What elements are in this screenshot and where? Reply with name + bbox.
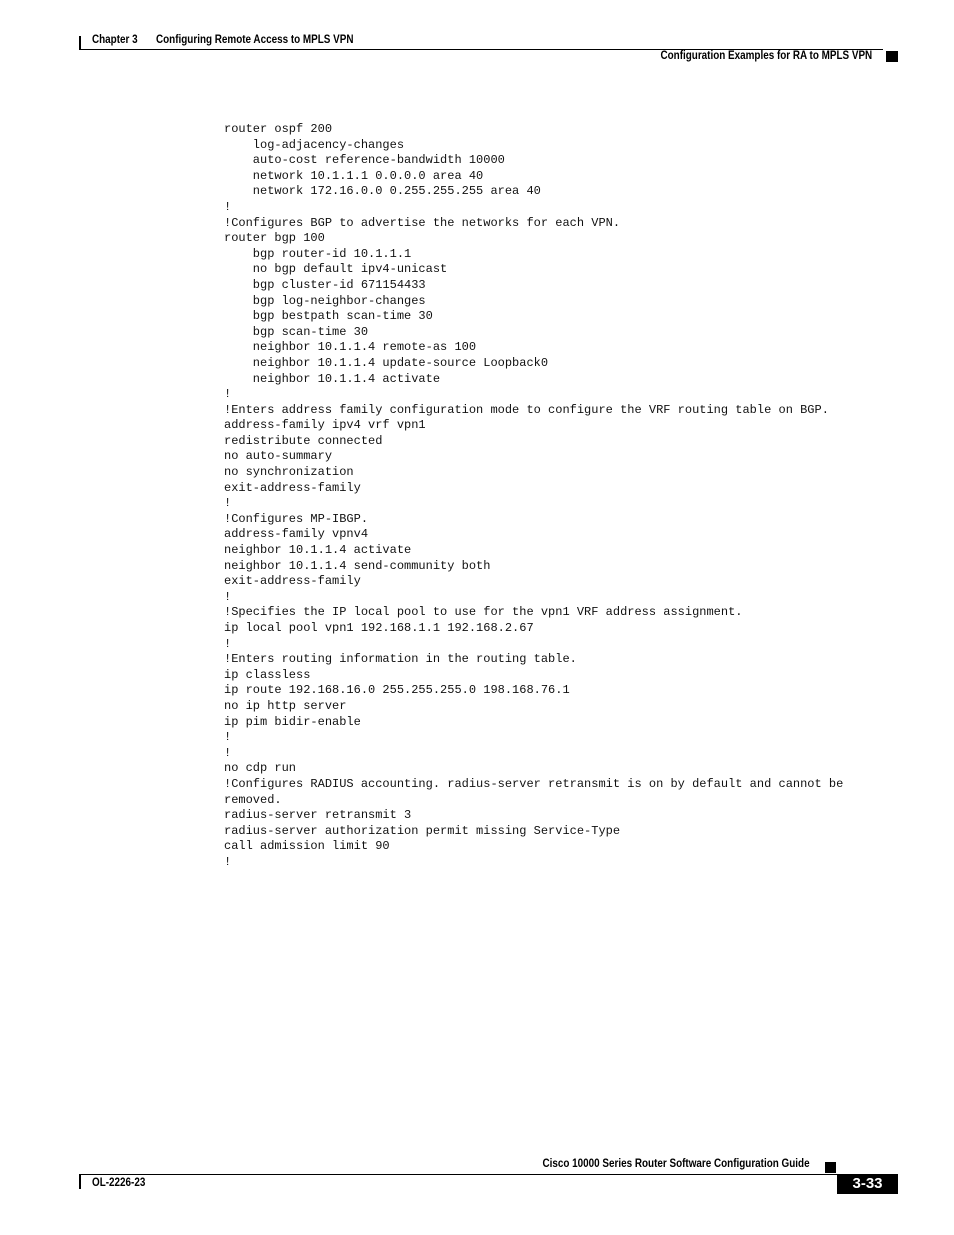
code-line: call admission limit 90 bbox=[224, 839, 390, 854]
code-line: ! bbox=[224, 854, 232, 869]
code-line: router ospf 200 bbox=[224, 122, 333, 136]
code-line: ! bbox=[224, 745, 232, 760]
code-line: auto-cost reference-bandwidth 10000 bbox=[224, 153, 505, 168]
code-line: ip pim bidir-enable bbox=[224, 714, 361, 729]
code-line: log-adjacency-changes bbox=[224, 137, 405, 152]
footer-rule bbox=[79, 1174, 837, 1175]
code-line: router bgp 100 bbox=[224, 231, 325, 246]
page-number: 3-33 bbox=[837, 1174, 898, 1194]
code-line: redistribute connected bbox=[224, 433, 383, 448]
code-line: !Specifies the IP local pool to use for the vpn1 VRF address assignment. bbox=[224, 605, 743, 620]
code-line: ip classless bbox=[224, 667, 311, 682]
code-line: ip local pool vpn1 192.168.1.1 192.168.2.67 bbox=[224, 621, 534, 635]
code-line: bgp router-id 10.1.1.1 bbox=[224, 246, 412, 261]
footer-marker bbox=[825, 1162, 836, 1173]
code-line: !Enters address family configuration mode to configure the VRF routing table on BGP. bbox=[224, 402, 829, 417]
code-line: neighbor 10.1.1.4 update-source Loopback0 bbox=[224, 355, 549, 370]
code-line: ! bbox=[224, 636, 232, 651]
code-line: neighbor 10.1.1.4 activate bbox=[224, 543, 412, 558]
code-line: bgp cluster-id 671154433 bbox=[224, 277, 426, 292]
code-line: no bgp default ipv4-unicast bbox=[224, 262, 448, 277]
code-line: ip route 192.168.16.0 255.255.255.0 198.168.76.1 bbox=[224, 683, 570, 698]
code-line: bgp bestpath scan-time 30 bbox=[224, 309, 433, 324]
code-line: exit-address-family bbox=[224, 480, 361, 495]
code-line: radius-server authorization permit missing Service-Type bbox=[224, 823, 621, 838]
code-line: neighbor 10.1.1.4 send-community both bbox=[224, 558, 491, 573]
code-line: ! bbox=[224, 589, 232, 604]
config-code-block bbox=[224, 122, 843, 871]
code-line: ! bbox=[224, 199, 232, 214]
header-marker bbox=[886, 51, 898, 62]
code-line: !Configures MP-IBGP. bbox=[224, 511, 369, 526]
code-line: address-family ipv4 vrf vpn1 bbox=[224, 418, 426, 433]
code-line: network 10.1.1.1 0.0.0.0 area 40 bbox=[224, 168, 484, 183]
code-line: exit-address-family bbox=[224, 574, 361, 589]
code-line: network 172.16.0.0 0.255.255.255 area 40 bbox=[224, 184, 541, 199]
code-line: no ip http server bbox=[224, 698, 347, 713]
code-line: !Configures BGP to advertise the networks for each VPN. bbox=[224, 215, 621, 230]
code-line: removed. bbox=[224, 792, 282, 807]
footer-vertical-bar bbox=[79, 1175, 81, 1189]
code-line: no synchronization bbox=[224, 465, 354, 480]
code-line: no auto-summary bbox=[224, 449, 333, 464]
header-vertical-bar bbox=[79, 36, 81, 50]
code-line: no cdp run bbox=[224, 761, 297, 776]
code-line: !Enters routing information in the routing table. bbox=[224, 652, 577, 667]
header-section-title: Configuration Examples for RA to MPLS VPN bbox=[660, 50, 872, 62]
code-line: bgp log-neighbor-changes bbox=[224, 293, 426, 308]
footer-guide-title: Cisco 10000 Series Router Software Configuration Guide bbox=[542, 1158, 810, 1170]
code-line: radius-server retransmit 3 bbox=[224, 808, 412, 823]
code-line: ! bbox=[224, 496, 232, 511]
code-line: !Configures RADIUS accounting. radius-server retransmit is on by default and cannot be bbox=[224, 776, 844, 791]
code-line: ! bbox=[224, 387, 232, 402]
footer-doc-id: OL-2226-23 bbox=[92, 1177, 146, 1189]
header-chapter-label: Chapter 3 bbox=[92, 34, 138, 46]
code-line: bgp scan-time 30 bbox=[224, 324, 369, 339]
code-line: ! bbox=[224, 730, 232, 745]
header-chapter-title: Configuring Remote Access to MPLS VPN bbox=[156, 34, 354, 46]
code-line: address-family vpnv4 bbox=[224, 527, 369, 542]
code-line: neighbor 10.1.1.4 activate bbox=[224, 371, 441, 386]
code-line: neighbor 10.1.1.4 remote-as 100 bbox=[224, 340, 477, 355]
